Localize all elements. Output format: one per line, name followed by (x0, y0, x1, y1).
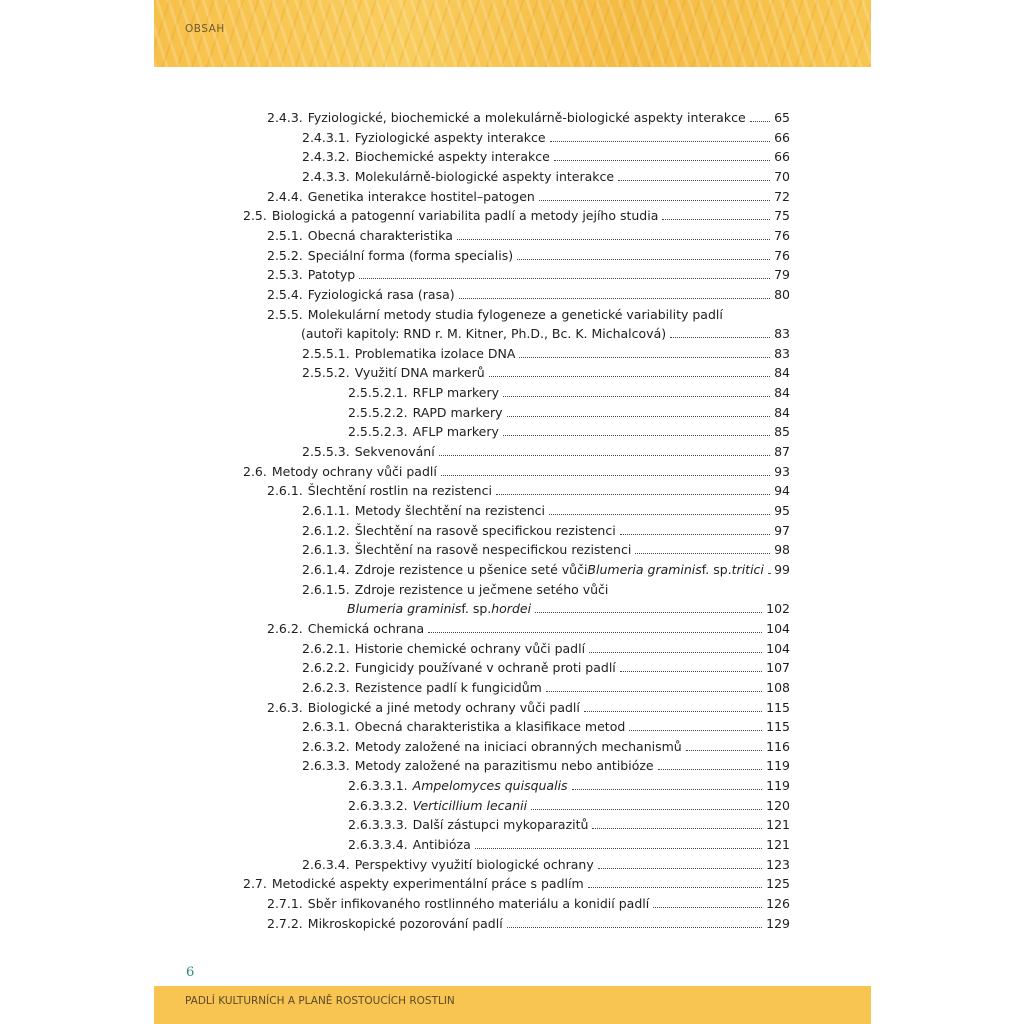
toc-dot-leader (531, 809, 762, 810)
toc-dot-leader (658, 769, 763, 770)
toc-entry (267, 305, 723, 324)
toc-title: Rezistence padlí k fungicidům (354, 679, 542, 695)
toc-section-number: 2.6.1.5. (302, 581, 350, 597)
toc-title: Speciální forma (forma specialis) (307, 247, 514, 263)
toc-page-number: 119 (766, 778, 790, 794)
toc-dot-leader (588, 887, 763, 888)
toc-row (154, 717, 871, 736)
toc-title: Molekulárně-biologické aspekty interakce (354, 168, 615, 184)
toc-row (154, 501, 871, 520)
toc-section-number: 2.4.3. (267, 110, 303, 125)
table-of-contents (154, 0, 871, 1024)
toc-section-number: 2.6.1.2. (302, 522, 350, 538)
toc-page-number: 84 (774, 385, 790, 401)
toc-dot-leader (539, 200, 770, 201)
toc-title: Metodické aspekty experimentální práce s padlím (271, 876, 584, 892)
toc-entry (267, 265, 355, 284)
toc-dot-leader (503, 396, 770, 397)
toc-dot-leader (670, 337, 770, 338)
toc-title: Využití DNA markerů (354, 365, 485, 381)
toc-section-number: 2.6.1.1. (302, 503, 350, 518)
toc-page-number: 76 (774, 247, 790, 263)
toc-section-number: 2.6.3.3.4. (348, 837, 408, 853)
toc-entry (347, 599, 531, 618)
toc-page-number: 115 (766, 699, 790, 715)
toc-section-number: 2.6.3.4. (302, 856, 350, 872)
toc-section-number: 2.6.2.1. (302, 640, 350, 656)
toc-section-number: 2.6.2.2. (302, 660, 350, 676)
toc-section-number: 2.7.1. (267, 896, 303, 911)
toc-dot-leader (554, 160, 770, 161)
toc-title: Sběr infikovaného rostlinného materiálu a konidií padlí (307, 896, 650, 911)
toc-row (154, 756, 871, 775)
toc-entry (348, 815, 588, 834)
toc-page-number: 126 (766, 896, 790, 911)
toc-page-number: 84 (774, 404, 790, 420)
toc-page-number: 72 (774, 188, 790, 204)
toc-title: Perspektivy využití biologické ochrany (354, 856, 594, 872)
toc-section-number: 2.4.3.1. (302, 129, 350, 145)
toc-dot-leader (359, 278, 770, 279)
toc-row (154, 737, 871, 756)
toc-title: Antibióza (412, 837, 471, 853)
toc-title: Obecná charakteristika (307, 227, 453, 243)
toc-dot-leader (620, 534, 770, 535)
toc-row (154, 305, 871, 324)
toc-dot-leader (584, 711, 762, 712)
toc-dot-leader (620, 671, 762, 672)
toc-title: AFLP markery (412, 424, 499, 440)
toc-title: RFLP markery (412, 385, 499, 401)
toc-dot-leader (635, 553, 770, 554)
toc-entry (267, 914, 503, 933)
toc-row (154, 560, 871, 579)
toc-row (154, 914, 871, 933)
toc-row (154, 639, 871, 658)
toc-title: Molekulární metody studia fylogeneze a genetické variability padlí (307, 306, 723, 322)
toc-dot-leader (592, 828, 762, 829)
toc-entry (302, 756, 654, 775)
toc-section-number: 2.6.3.2. (302, 738, 350, 754)
toc-title: Zdroje rezistence u ječmene setého vůči (354, 581, 609, 597)
toc-row (154, 619, 871, 638)
toc-page-number: 84 (774, 365, 790, 381)
toc-page-number: 120 (766, 797, 790, 813)
toc-dot-leader (441, 475, 770, 476)
toc-row (154, 363, 871, 382)
toc-row (154, 344, 871, 363)
toc-title: Problematika izolace DNA (354, 345, 516, 361)
toc-dot-leader (629, 730, 762, 731)
toc-entry (348, 796, 527, 815)
toc-row (154, 580, 871, 599)
toc-dot-leader (503, 435, 770, 436)
toc-dot-leader (475, 848, 762, 849)
toc-entry (302, 521, 616, 540)
toc-section-number: 2.4.3.3. (302, 168, 350, 184)
toc-entry (302, 717, 625, 736)
toc-row (154, 698, 871, 717)
toc-entry (267, 481, 492, 500)
toc-dot-leader (546, 691, 762, 692)
toc-entry (302, 501, 545, 520)
toc-entry (302, 580, 608, 599)
toc-entry (302, 737, 682, 756)
toc-section-number: 2.6.1.4. (302, 561, 350, 577)
toc-title: Blumeria graminis (587, 561, 702, 577)
toc-title: Historie chemické ochrany vůči padlí (354, 640, 586, 656)
toc-dot-leader (489, 376, 770, 377)
toc-row (154, 226, 871, 245)
toc-title: f. sp. (701, 561, 732, 577)
toc-section-number: 2.5.3. (267, 267, 303, 283)
toc-entry (348, 835, 471, 854)
toc-dot-leader (428, 632, 762, 633)
toc-dot-leader (686, 750, 762, 751)
toc-entry (302, 128, 546, 147)
toc-page-number: 123 (766, 856, 790, 872)
toc-dot-leader (768, 573, 770, 574)
toc-title: Další zástupci mykoparazitů (412, 817, 589, 833)
toc-entry (243, 462, 437, 481)
toc-page-number: 76 (774, 227, 790, 243)
toc-row (154, 658, 871, 677)
toc-page-number: 104 (766, 640, 790, 656)
toc-section-number: 2.6.3.3.3. (348, 817, 408, 833)
toc-page-number: 108 (766, 679, 790, 695)
toc-dot-leader (535, 612, 762, 613)
toc-row (154, 246, 871, 265)
toc-page-number: 93 (774, 463, 790, 479)
toc-section-number: 2.6.3.3. (302, 758, 350, 774)
toc-section-number: 2.6.1. (267, 483, 303, 499)
toc-row (154, 128, 871, 147)
toc-section-number: 2.4.4. (267, 188, 303, 204)
toc-page-number: 94 (774, 483, 790, 499)
toc-row (154, 442, 871, 461)
toc-section-number: 2.5.5.1. (302, 345, 350, 361)
toc-row (154, 285, 871, 304)
toc-entry (267, 619, 424, 638)
document-page (154, 0, 871, 1024)
toc-row (154, 403, 871, 422)
toc-dot-leader (662, 219, 770, 220)
toc-page-number: 66 (774, 129, 790, 145)
toc-entry (302, 363, 485, 382)
toc-page-number: 75 (774, 208, 790, 224)
toc-row (154, 599, 871, 618)
toc-title: Fungicidy používané v ochraně proti padlí (354, 660, 616, 676)
toc-entry (302, 560, 764, 579)
toc-title: Metody šlechtění na rezistenci (354, 503, 545, 518)
toc-entry (302, 855, 594, 874)
toc-page-number: 83 (774, 326, 790, 342)
toc-row (154, 422, 871, 441)
page-number: 6 (186, 965, 195, 980)
toc-dot-leader (550, 141, 770, 142)
toc-dot-leader (439, 455, 770, 456)
toc-title: Biologické a jiné metody ochrany vůči padlí (307, 699, 580, 715)
toc-page-number: 115 (766, 719, 790, 735)
toc-entry (348, 403, 503, 422)
toc-entry (267, 894, 649, 913)
running-header: OBSAH (185, 23, 225, 35)
toc-row (154, 187, 871, 206)
toc-page-number: 102 (766, 601, 790, 617)
toc-row (154, 481, 871, 500)
toc-dot-leader (549, 514, 770, 515)
toc-entry (302, 658, 616, 677)
toc-title: Metody založené na parazitismu nebo antibióze (354, 758, 654, 774)
toc-page-number: 116 (766, 738, 790, 754)
toc-row (154, 265, 871, 284)
footer-band (154, 986, 871, 1024)
toc-row (154, 383, 871, 402)
toc-section-number: 2.6.3.3.2. (348, 797, 408, 813)
toc-dot-leader (517, 259, 770, 260)
toc-page-number: 83 (774, 345, 790, 361)
toc-title: Šlechtění na rasově specifickou rezistenci (354, 522, 616, 538)
toc-section-number: 2.6.3.1. (302, 719, 350, 735)
toc-row (154, 324, 871, 343)
toc-row (154, 678, 871, 697)
toc-row (154, 206, 871, 225)
toc-title: Šlechtění rostlin na rezistenci (307, 483, 492, 499)
toc-entry (348, 383, 499, 402)
toc-title: Sekvenování (354, 444, 435, 460)
toc-entry (302, 678, 542, 697)
toc-row (154, 147, 871, 166)
toc-row (154, 540, 871, 559)
toc-title: Zdroje rezistence u pšenice seté vůči (354, 561, 588, 577)
toc-section-number: 2.6. (243, 463, 267, 479)
toc-entry (348, 422, 499, 441)
toc-title: Fyziologické aspekty interakce (354, 129, 546, 145)
toc-entry (267, 187, 535, 206)
toc-title: Patotyp (307, 267, 356, 283)
toc-section-number: 2.6.2.3. (302, 679, 350, 695)
toc-row (154, 796, 871, 815)
toc-entry (348, 776, 568, 795)
toc-dot-leader (618, 180, 770, 181)
toc-entry (302, 442, 435, 461)
toc-title: Metody založené na iniciaci obranných mechanismů (354, 738, 682, 754)
toc-page-number: 125 (766, 876, 790, 892)
toc-row (154, 815, 871, 834)
toc-entry (267, 246, 513, 265)
toc-section-number: 2.5.2. (267, 247, 303, 263)
toc-entry (302, 639, 585, 658)
toc-page-number: 98 (774, 542, 790, 558)
toc-page-number: 97 (774, 522, 790, 538)
toc-title: Chemická ochrana (307, 620, 425, 636)
toc-page-number: 70 (774, 168, 790, 184)
toc-entry (267, 698, 580, 717)
toc-page-number: 121 (766, 837, 790, 853)
toc-title: tritici (731, 561, 764, 577)
toc-page-number: 129 (766, 915, 790, 931)
toc-section-number: 2.6.3.3.1. (348, 778, 408, 794)
toc-title: Fyziologická rasa (rasa) (307, 286, 455, 302)
toc-title: f. sp. (461, 601, 492, 617)
toc-page-number: 99 (774, 561, 790, 577)
toc-title: Blumeria graminis (347, 601, 462, 617)
toc-section-number: 2.7.2. (267, 915, 303, 931)
toc-title: Ampelomyces quisqualis (412, 778, 568, 794)
toc-row (154, 167, 871, 186)
toc-page-number: 121 (766, 817, 790, 833)
toc-title: Biochemické aspekty interakce (354, 149, 550, 165)
toc-row (154, 462, 871, 481)
toc-title: Verticillium lecanii (412, 797, 528, 813)
toc-title: Genetika interakce hostitel–patogen (307, 188, 535, 204)
toc-page-number: 95 (774, 503, 790, 518)
toc-row (154, 894, 871, 913)
toc-title: Obecná charakteristika a klasifikace metod (354, 719, 626, 735)
toc-entry (302, 344, 515, 363)
toc-entry (302, 167, 614, 186)
toc-title: RAPD markery (412, 404, 503, 420)
toc-section-number: 2.5.5.2.2. (348, 404, 408, 420)
toc-entry (301, 324, 666, 343)
toc-section-number: 2.5.1. (267, 227, 303, 243)
toc-entry (267, 226, 453, 245)
toc-entry (302, 540, 631, 559)
toc-section-number: 2.6.1.3. (302, 542, 350, 558)
toc-entry (302, 147, 550, 166)
toc-page-number: 87 (774, 444, 790, 460)
toc-page-number: 80 (774, 286, 790, 302)
toc-dot-leader (457, 239, 770, 240)
toc-page-number: 104 (766, 620, 790, 636)
toc-dot-leader (459, 298, 770, 299)
toc-page-number: 107 (766, 660, 790, 676)
toc-row (154, 521, 871, 540)
toc-page-number: 66 (774, 149, 790, 165)
toc-dot-leader (598, 868, 762, 869)
toc-page-number: 119 (766, 758, 790, 774)
toc-title: Šlechtění na rasově nespecifickou rezistenci (354, 542, 632, 558)
toc-entry (243, 874, 584, 893)
toc-dot-leader (507, 927, 762, 928)
toc-section-number: 2.4.3.2. (302, 149, 350, 165)
toc-title: Mikroskopické pozorování padlí (307, 915, 503, 931)
toc-row (154, 855, 871, 874)
toc-section-number: 2.5.5.3. (302, 444, 350, 460)
toc-title: (autoři kapitoly: RND r. M. Kitner, Ph.D., Bc. K. Michalcová) (301, 326, 667, 342)
toc-section-number: 2.6.2. (267, 620, 303, 636)
toc-title: Metody ochrany vůči padlí (271, 463, 437, 479)
toc-entry (267, 108, 746, 127)
toc-title: hordei (491, 601, 532, 617)
toc-section-number: 2.5.5.2.3. (348, 424, 408, 440)
toc-row (154, 874, 871, 893)
toc-section-number: 2.7. (243, 876, 267, 892)
toc-row (154, 108, 871, 127)
toc-dot-leader (653, 907, 762, 908)
toc-entry (267, 285, 455, 304)
toc-dot-leader (750, 121, 770, 122)
running-footer: PADLÍ KULTURNÍCH A PLANĚ ROSTOUCÍCH ROSTLIN (185, 995, 455, 1007)
toc-row (154, 835, 871, 854)
toc-dot-leader (572, 789, 763, 790)
toc-section-number: 2.5.5.2.1. (348, 385, 408, 401)
toc-dot-leader (589, 652, 762, 653)
toc-section-number: 2.5.5.2. (302, 365, 350, 381)
toc-title: Biologická a patogenní variabilita padlí a metody jejího studia (271, 208, 659, 224)
toc-title: Fyziologické, biochemické a molekulárně-biologické aspekty interakce (307, 110, 746, 125)
toc-section-number: 2.5.4. (267, 286, 303, 302)
toc-section-number: 2.5.5. (267, 306, 303, 322)
toc-row (154, 776, 871, 795)
toc-page-number: 85 (774, 424, 790, 440)
toc-entry (243, 206, 658, 225)
toc-section-number: 2.6.3. (267, 699, 303, 715)
toc-dot-leader (496, 494, 770, 495)
toc-dot-leader (519, 357, 770, 358)
toc-page-number: 79 (774, 267, 790, 283)
toc-page-number: 65 (774, 110, 790, 125)
toc-dot-leader (507, 416, 771, 417)
toc-section-number: 2.5. (243, 208, 267, 224)
